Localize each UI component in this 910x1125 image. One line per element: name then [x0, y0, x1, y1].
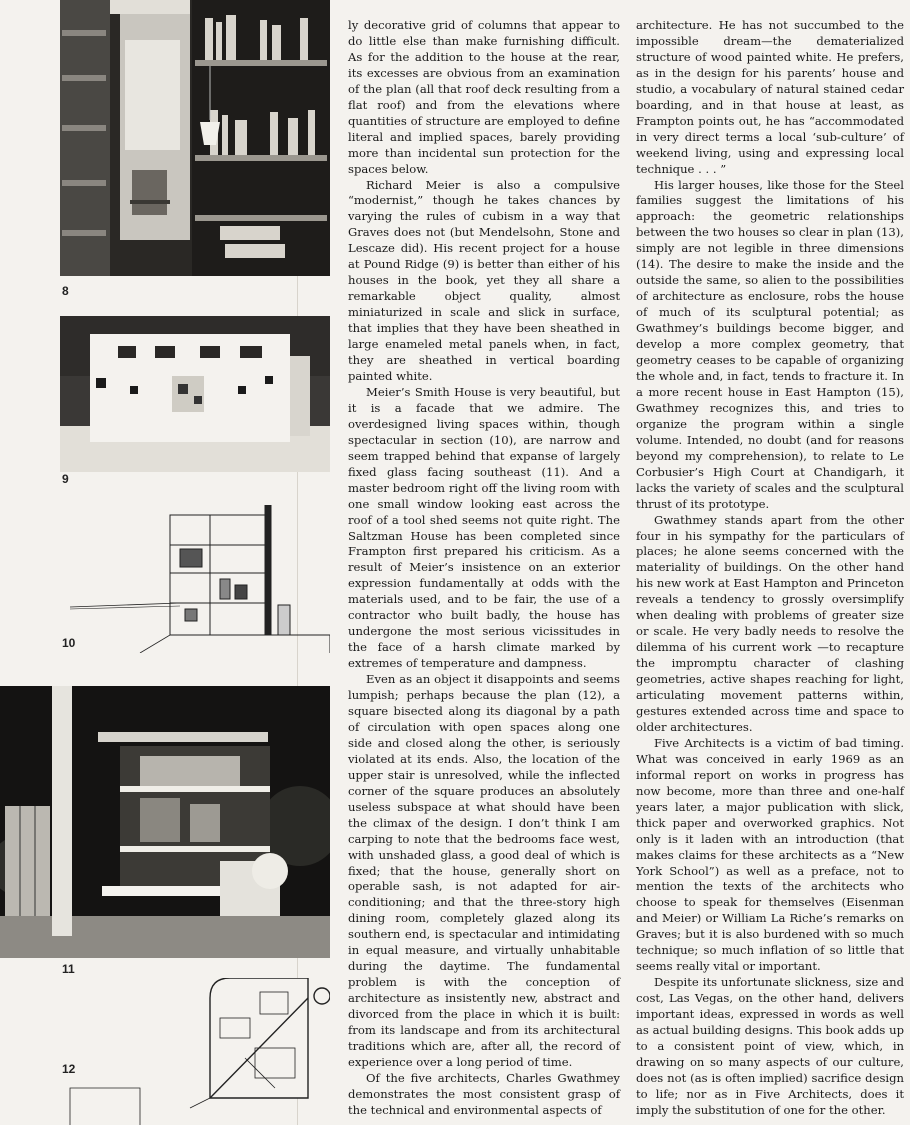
figure-11-exterior-photo	[0, 686, 330, 958]
text-column-1	[348, 18, 620, 1119]
figure-8-number: 8	[62, 284, 69, 298]
figure-10-number: 10	[62, 636, 76, 650]
figure-10-section-drawing	[60, 505, 330, 653]
figure-8-interior-photo	[60, 0, 330, 276]
paragraph: Of the five architects, Charles Gwathmey demonstrates the most consistent grasp of the technical and environmental aspects of	[348, 1070, 620, 1117]
figure-9-house-model	[60, 316, 330, 472]
paragraph: Richard Meier is also a compulsive “modernist,” though he takes chances by varying the rules of cubism in a way that Graves does not (but Mendelsohn, Stone and Lescaze did). His recent project for a house at Pound Ridge (9) is better than either of his houses in the book, yet they all share a remarkable object quality, almost miniaturized in scale and slick in surface, that implies that they have been sheathed in large enameled metal panels when, in fact, they are sheathed in vertical boarding painted white.	[348, 177, 620, 383]
figure-12-number: 12	[62, 1062, 76, 1076]
figure-12-floor-plan	[60, 978, 330, 1125]
figure-9-number: 9	[62, 472, 69, 486]
paragraph: architecture. He has not succumbed to the impossible dream—the dematerialized structure of wood painted white. He prefers, as in the design for his parents’ house and studio, a vocabulary of natural stained cedar boarding, and in that house at least, as Frampton points out, he has “accommodated in very direct terms a local ‘sub-culture’ of weekend living, using and expressing local technique . . . ”	[636, 18, 904, 176]
paragraph: Meier’s Smith House is very beautiful, but it is a facade that we admire. The overdesigned living spaces within, though spectacular in section (10), are narrow and seem trapped behind that expanse of largely fixed glass facing southeast (11). And a master bedroom right off the living room with one small window looking east across the roof of a tool shed seems not quite right. The Saltzman House has been completed since Frampton first prepared his criticism. As a result of Meier’s insistence on an exterior expression fundamentally at odds with the materials used, and to be fair, the use of a contractor who built badly, the house has undergone the most serious vicissitudes in the face of a harsh climate marked by extremes of temperature and dampness.	[348, 384, 620, 671]
paragraph: Even as an object it disappoints and seems lumpish; perhaps because the plan (12), a square bisected along its diagonal by a path of circulation with open spaces along one side and closed along the other, is seriously violated at its ends. Also, the location of the upper stair is unresolved, while the inflected corner of the square produces an absolutely useless subspace at what should have been the climax of the design. I don’t think I am carping to note that the bedrooms face west, with unshaded glass, a good deal of which is fixed; that the house, generally short on operable sash, is not adapted for air-conditioning; and that the three-story high dining room, completely glazed along its southern end, is spectacular and intimidating in equal measure, and virtually unhabitable during the daytime. The fundamental problem is with the conception of architecture as insistently new, abstract and divorced from the place in which it is built: from its landscape and from its architectural traditions which are, after all, the record of experience over a long period of time.	[348, 672, 620, 1069]
paragraph: Gwathmey stands apart from the other four in his sympathy for the particulars of places; he alone seems concerned with the materiality of buildings. On the other hand his new work at East Hampton and Princeton reveals a tendency to grossly oversimplify when dealing with problems of greater size or scale. He very badly needs to resolve the dilemma of his current work —to recapture the impromptu character of clashing geometries, active shapes reaching for light, articulating movement patterns within, gestures extended across time and space to older architectures.	[636, 512, 904, 734]
paragraph: Despite its unfortunate slickness, size and cost, Las Vegas, on the other hand, delivers important ideas, expressed in words as well as actual building designs. This book adds up to a consistent point of view, which, in drawing on so many aspects of our culture, does not (as is often implied) sacrifice design to life; nor as in Five Architects, does it imply the substitution of one for the other.	[636, 975, 904, 1117]
figure-11-number: 11	[62, 962, 75, 976]
paragraph: Five Architects is a victim of bad timing. What was conceived in early 1969 as an informal report on works in progress has now become, more than three and one-half years later, a major publication with slick, thick paper and overworked graphics. Not only is it laden with an introduction (that makes claims for these architects as a “New York School”) as well as a preface, not to mention the texts of the architects who choose to speak for themselves (Eisenman and Meier) or William La Riche’s remarks on Graves; but it is also burdened with so much technique; so much inflation of so little that seems really vital or important.	[636, 735, 904, 974]
paragraph: His larger houses, like those for the Steel families suggest the limitations of his approach: the geometric relationships between the two houses so clear in plan (13), simply are not legible in three dimensions (14). The desire to make the inside and the outside the same, so alien to the possibilities of architecture as enclosure, robs the house of much of its sculptural potential; as Gwathmey’s buildings become bigger, and develop a more complex geometry, that geometry ceases to be capable of organizing the whole and, in fact, tends to fracture it. In a more recent house in East Hampton (15), Gwathmey recognizes this, and tries to organize the program within a single volume. Intended, no doubt (and for reasons beyond my comprehension), to relate to Le Corbusier’s High Court at Chandigarh, it lacks the variety of scales and the sculptural thrust of its prototype.	[636, 177, 904, 511]
text-column-2	[636, 18, 904, 1119]
paragraph: ly decorative grid of columns that appear to do little else than make furnishing difficult. As for the addition to the house at the rear, its excesses are obvious from an examination of the plan (all that roof deck resulting from a flat roof) and from the elevations where quantities of structure are employed to define literal and implied spaces, barely providing more than incidental sun protection for the spaces below.	[348, 18, 620, 176]
